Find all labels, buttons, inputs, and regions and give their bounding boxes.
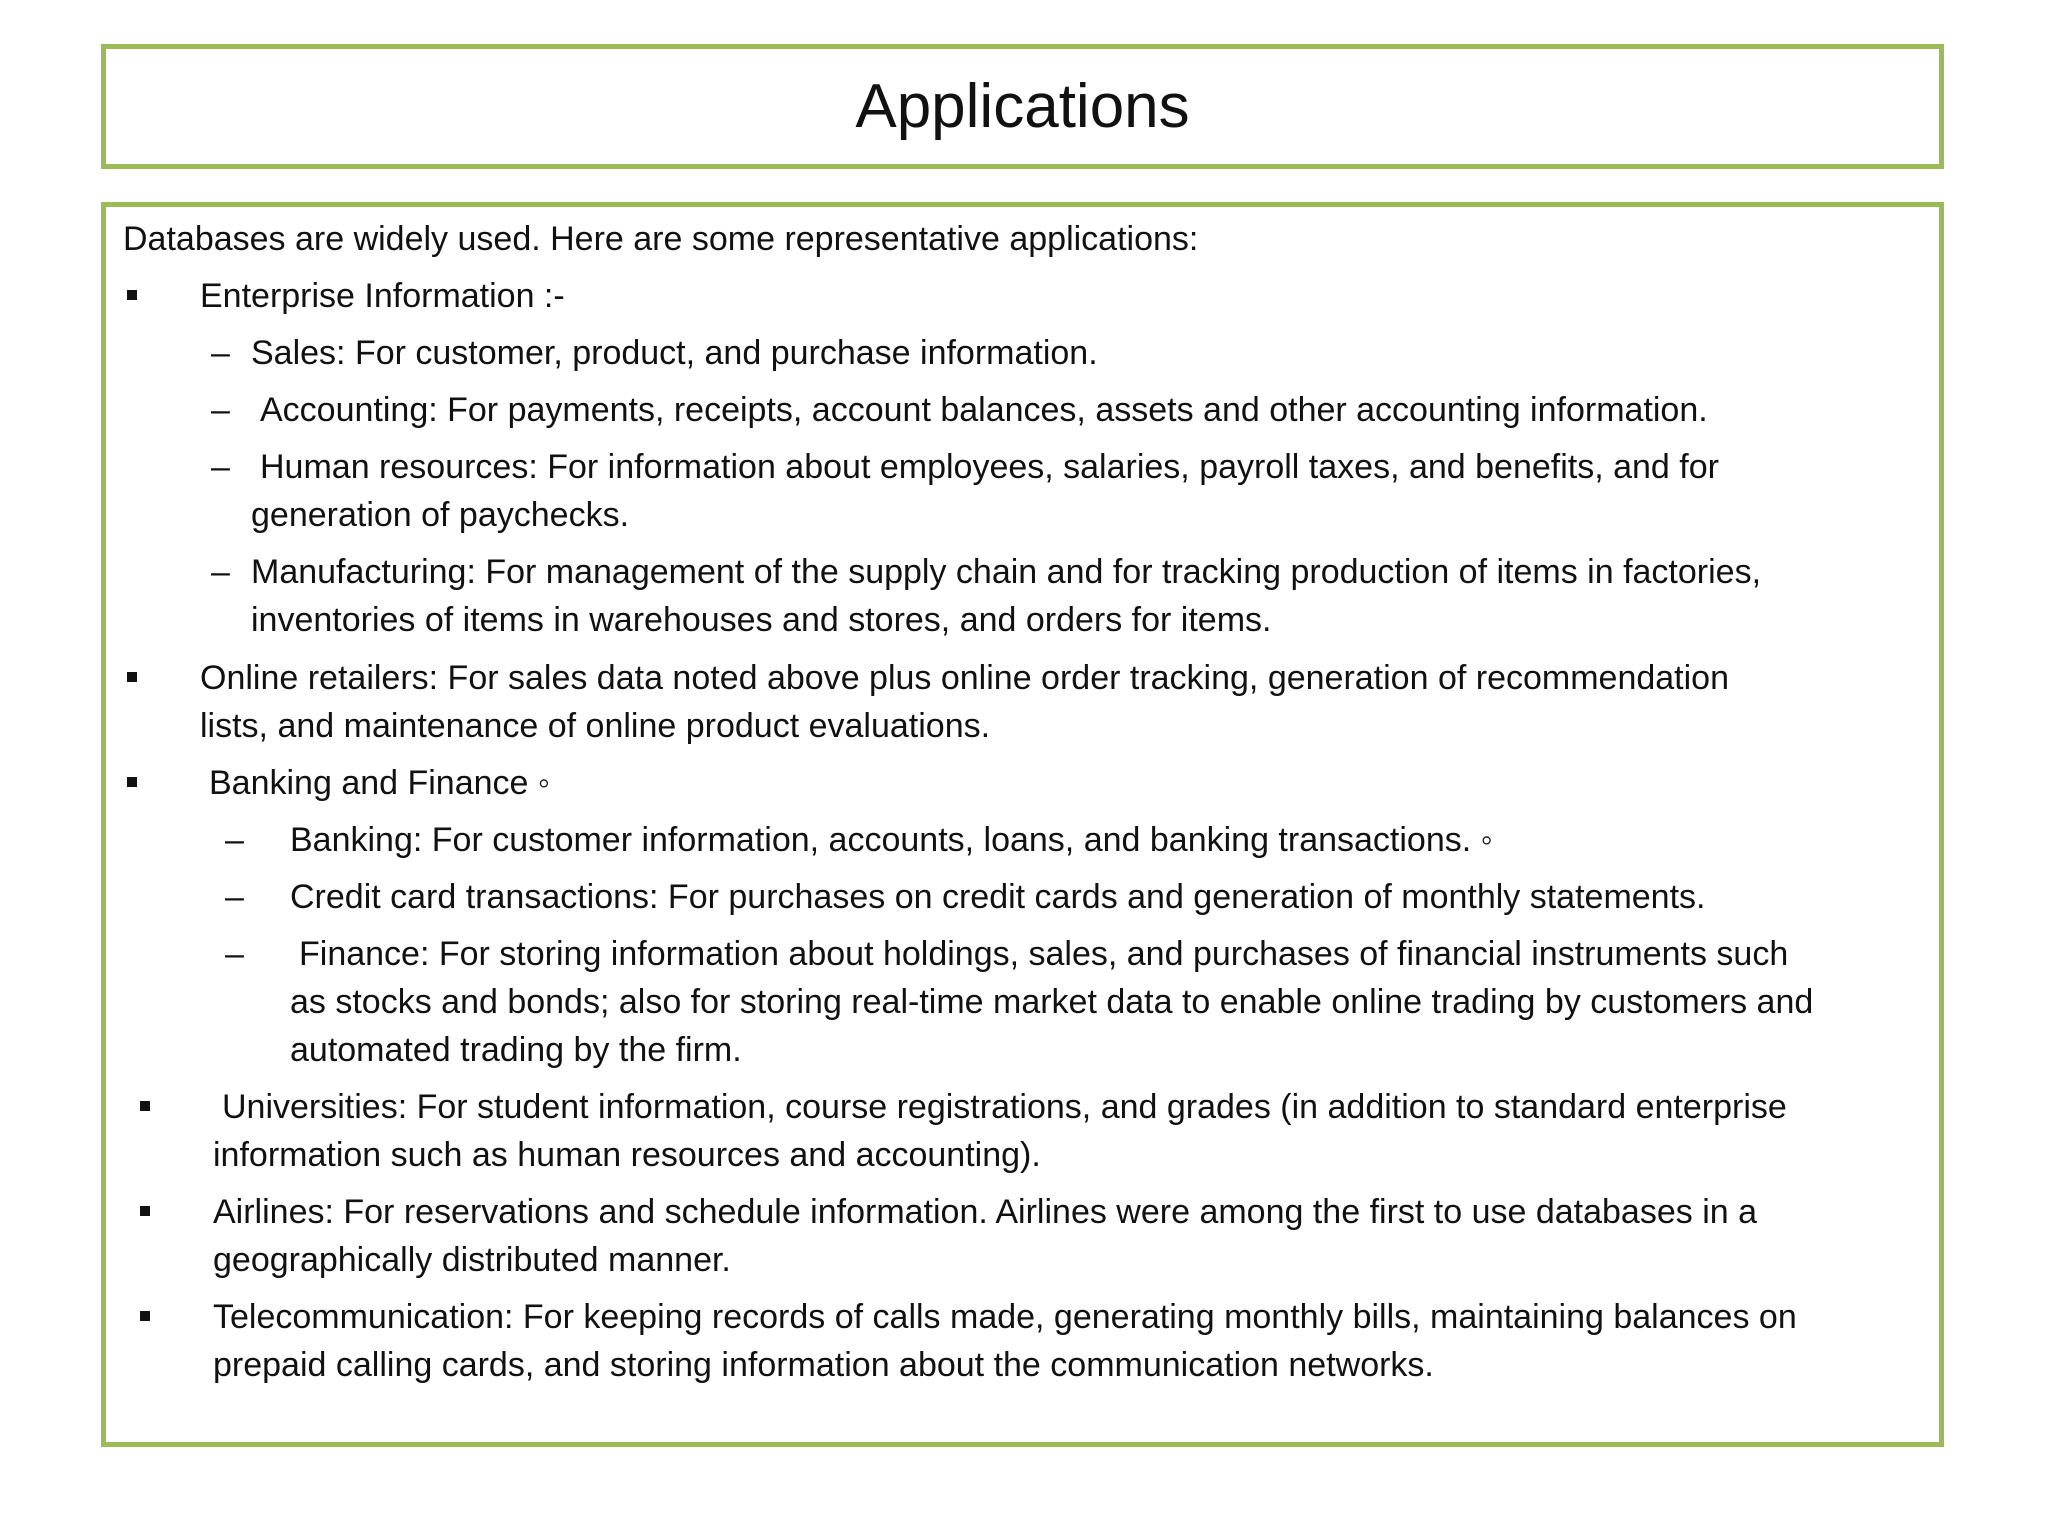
enterprise-mfg-line2: inventories of items in warehouses and stores, and orders for items.	[251, 601, 1272, 639]
page-title: Applications	[855, 71, 1190, 141]
enterprise-sales: Sales: For customer, product, and purchase information.	[251, 334, 1098, 372]
universities-line1: Universities: For student information, course registrations, and grades (in addition to standard enterprise	[222, 1088, 1787, 1126]
dash-bullet-icon: –	[211, 553, 230, 591]
banking-finance-line2: as stocks and bonds; also for storing real-time market data to enable online trading by customers and	[290, 983, 1814, 1021]
enterprise-mfg-line1: Manufacturing: For management of the supply chain and for tracking production of items in factories,	[251, 553, 1762, 591]
dash-bullet-icon: –	[211, 391, 230, 429]
enterprise-heading: Enterprise Information :-	[200, 277, 565, 315]
intro-text: Databases are widely used. Here are some representative applications:	[123, 220, 1199, 258]
enterprise-hr-line1: Human resources: For information about employees, salaries, payroll taxes, and benefits, and for	[260, 448, 1719, 486]
square-bullet-icon	[140, 1311, 150, 1321]
telecom-line2: prepaid calling cards, and storing information about the communication networks.	[213, 1346, 1434, 1384]
dash-bullet-icon: –	[211, 448, 230, 486]
dash-bullet-icon: –	[211, 334, 230, 372]
square-bullet-icon	[140, 1101, 150, 1111]
banking-finance-line3: automated trading by the firm.	[290, 1031, 742, 1069]
banking-finance-line1: Finance: For storing information about holdings, sales, and purchases of financial instruments such	[299, 935, 1789, 973]
enterprise-hr-line2: generation of paychecks.	[251, 496, 630, 534]
universities-line2: information such as human resources and accounting).	[213, 1136, 1041, 1174]
online-line1: Online retailers: For sales data noted above plus online order tracking, generation of recommendation	[200, 659, 1729, 697]
title-box	[101, 44, 1944, 169]
enterprise-accounting: Accounting: For payments, receipts, account balances, assets and other accounting information.	[260, 391, 1708, 429]
airlines-line1: Airlines: For reservations and schedule information. Airlines were among the first to use databases in a	[213, 1193, 1758, 1231]
dash-bullet-icon: –	[225, 878, 244, 916]
online-line2: lists, and maintenance of online product evaluations.	[200, 707, 991, 745]
square-bullet-icon	[127, 672, 137, 682]
square-bullet-icon	[127, 290, 137, 300]
banking-heading: Banking and Finance ◦	[209, 764, 550, 802]
banking-credit: Credit card transactions: For purchases on credit cards and generation of monthly statements.	[290, 878, 1706, 916]
square-bullet-icon	[140, 1206, 150, 1216]
telecom-line1: Telecommunication: For keeping records of calls made, generating monthly bills, maintaining balances on	[213, 1298, 1797, 1336]
airlines-line2: geographically distributed manner.	[213, 1241, 731, 1279]
banking-banking: Banking: For customer information, accounts, loans, and banking transactions. ◦	[290, 821, 1493, 859]
dash-bullet-icon: –	[225, 821, 244, 859]
square-bullet-icon	[127, 777, 137, 787]
dash-bullet-icon: –	[225, 935, 244, 973]
